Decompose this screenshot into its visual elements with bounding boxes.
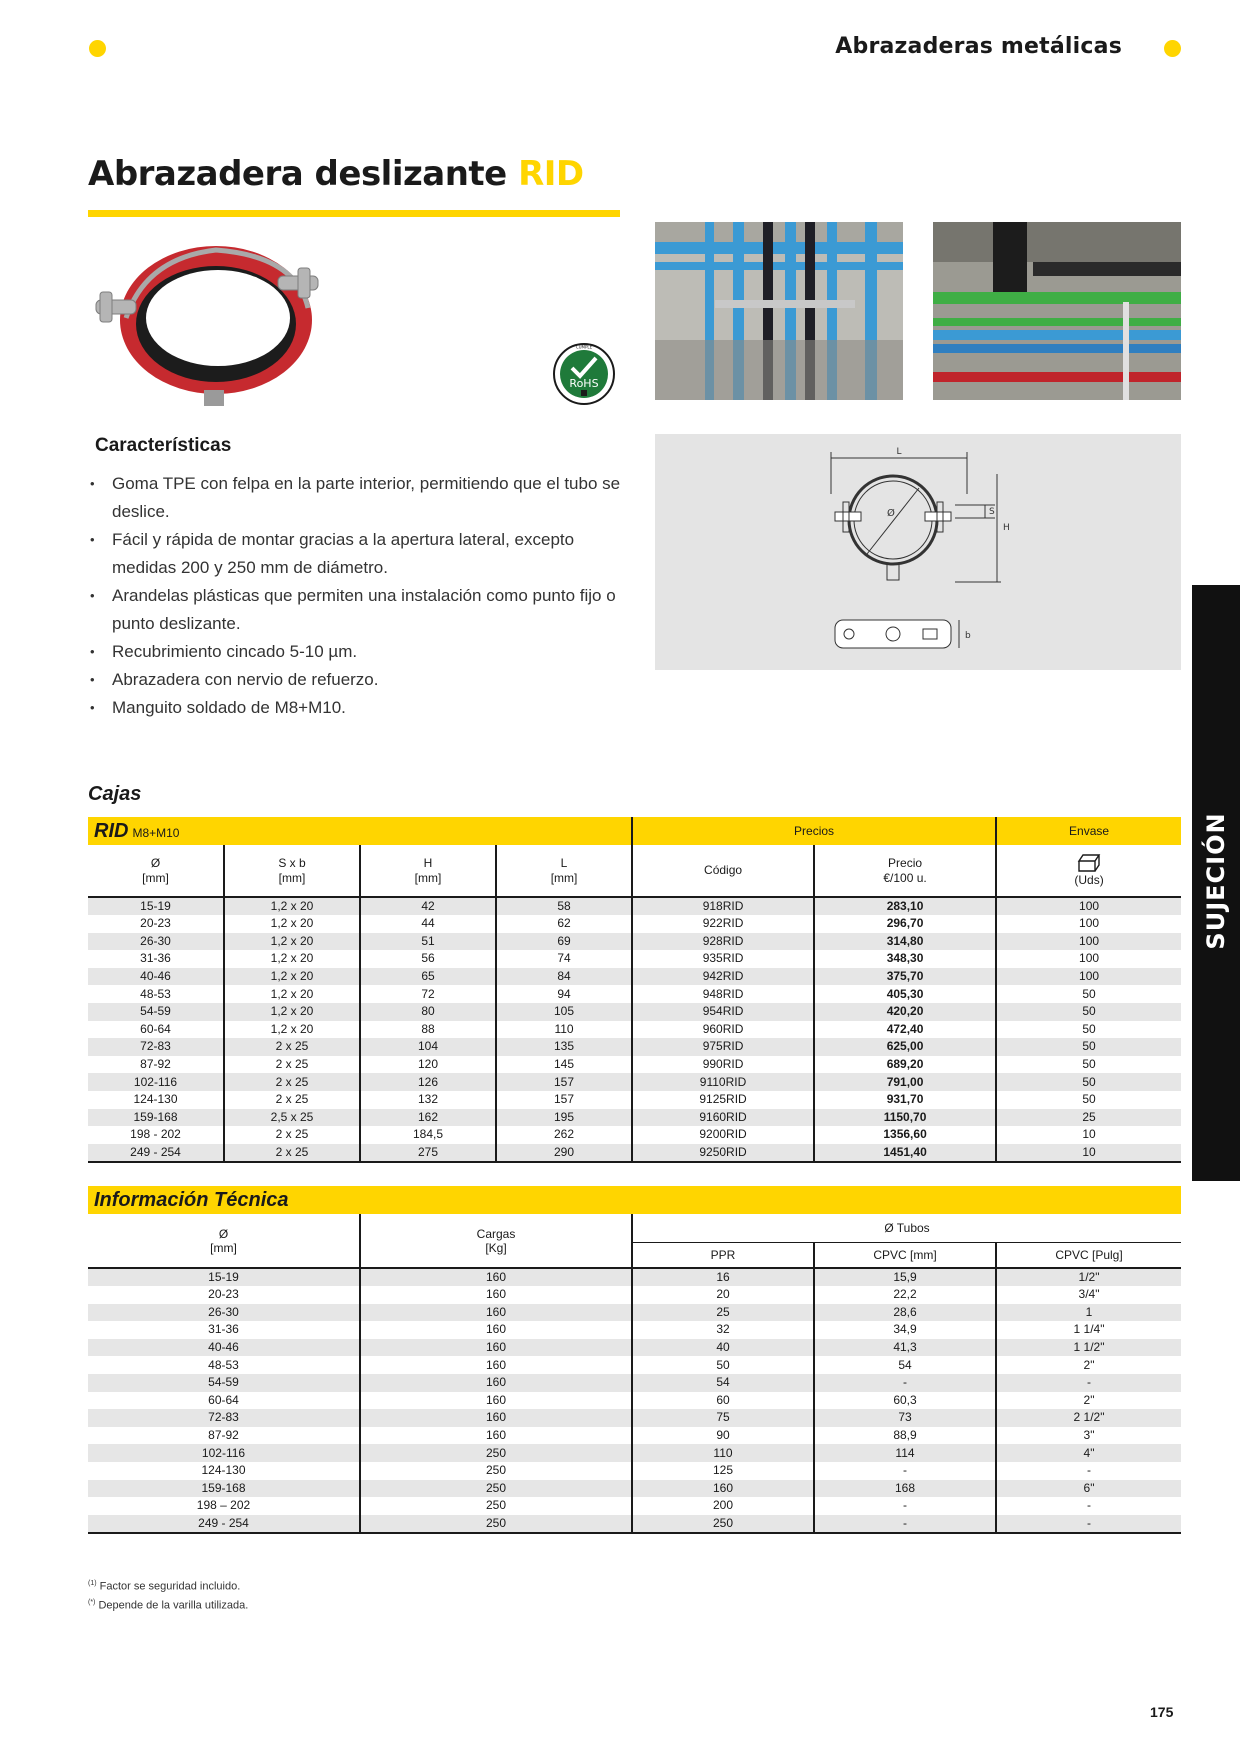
table-cell: 9200RID xyxy=(632,1126,814,1144)
side-section-tab-label: SUJECIÓN xyxy=(1202,812,1230,950)
table-cell: 73 xyxy=(814,1409,996,1427)
table-cell: 102-116 xyxy=(88,1073,224,1091)
footnote-1: $^{(1)}$ Factor se seguridad incluido. xyxy=(88,1580,241,1593)
feature-item: • Manguito soldado de M8+M10. xyxy=(88,694,628,722)
table-cell: 2" xyxy=(1083,1357,1095,1372)
table-cell: 69 xyxy=(496,933,632,951)
table-cell: 62 xyxy=(496,915,632,933)
table-cell: 9160RID xyxy=(632,1109,814,1127)
side-section-tab xyxy=(1192,585,1240,1181)
table-cell: 16 xyxy=(632,1268,814,1286)
table-cell: 41,3 xyxy=(814,1339,996,1357)
table-cell: 420,20 xyxy=(814,1003,996,1021)
page-title-accent: RID xyxy=(518,154,584,194)
table-cell: 262 xyxy=(496,1126,632,1144)
table-cell: 290 xyxy=(496,1144,632,1162)
table-row xyxy=(88,1056,1181,1074)
table-cell: 160 xyxy=(360,1409,632,1427)
technical-drawing xyxy=(655,434,1181,670)
cajas-rows xyxy=(88,897,1181,1162)
section-header-title: Abrazaderas metálicas xyxy=(835,34,1122,59)
table-cell: 2 x 25 xyxy=(224,1056,360,1074)
table-row xyxy=(88,1356,1181,1374)
cajas-product-cell xyxy=(88,817,632,845)
table-cell: 110 xyxy=(632,1444,814,1462)
table-cell: 25 xyxy=(996,1109,1181,1127)
table-cell: 160 xyxy=(360,1268,632,1286)
table-row xyxy=(88,1304,1181,1322)
table-cell: 2 x 25 xyxy=(224,1126,360,1144)
rohs-badge xyxy=(552,342,616,406)
table-cell: 132 xyxy=(360,1091,496,1109)
table-cell: - xyxy=(1087,1498,1092,1513)
table-cell: 50 xyxy=(1082,1057,1096,1072)
page-title xyxy=(88,154,584,194)
table-cell: 4" xyxy=(996,1444,1181,1462)
table-cell: 249 - 254 xyxy=(88,1144,224,1162)
table-cell: 100 xyxy=(996,968,1181,986)
table-cell: 990RID xyxy=(632,1056,814,1074)
group-precios: Precios xyxy=(632,817,996,845)
table-cell: 1,2 x 20 xyxy=(224,933,360,951)
table-cell: 2,5 x 25 xyxy=(224,1109,360,1127)
table-cell: 40 xyxy=(632,1339,814,1357)
table-row xyxy=(88,1073,1181,1091)
table-cell: 348,30 xyxy=(814,950,996,968)
table-cell: 375,70 xyxy=(814,968,996,986)
table-row xyxy=(88,1126,1181,1144)
table-cell: 135 xyxy=(496,1038,632,1056)
table-cell: 1 1/2" xyxy=(996,1339,1181,1357)
col-header-h: H [mm] xyxy=(360,845,496,897)
table-cell: 124-130 xyxy=(88,1091,224,1109)
header-dot-right xyxy=(1164,40,1181,57)
table-cell: 1/2" xyxy=(996,1268,1181,1286)
feature-item: • Arandelas plásticas que permiten una instalación como punto fijo o punto deslizante. xyxy=(88,582,628,638)
info-col-header-ppr: PPR xyxy=(632,1242,814,1268)
table-cell: 105 xyxy=(496,1003,632,1021)
table-cell: 2" xyxy=(1083,1392,1095,1407)
table-cell: 40-46 xyxy=(88,1339,360,1357)
table-cell: 1,2 x 20 xyxy=(224,1003,360,1021)
table-cell: 50 xyxy=(632,1356,814,1374)
table-cell: 31-36 xyxy=(88,1321,360,1339)
table-cell: 160 xyxy=(360,1356,632,1374)
info-heading-cell xyxy=(88,1186,1181,1214)
table-cell: 65 xyxy=(360,968,496,986)
table-cell: 250 xyxy=(360,1515,632,1533)
table-cell: 2 1/2" xyxy=(996,1409,1181,1427)
table-cell: - xyxy=(814,1515,996,1533)
table-cell: 58 xyxy=(496,897,632,915)
table-cell: 48-53 xyxy=(88,1356,360,1374)
table-row xyxy=(88,1374,1181,1392)
table-cell: 162 xyxy=(360,1109,496,1127)
table-cell: 51 xyxy=(360,933,496,951)
table-cell: 50 xyxy=(1082,986,1096,1001)
table-cell: 3/4" xyxy=(1078,1287,1100,1302)
table-cell: 87-92 xyxy=(88,1056,224,1074)
table-cell: 159-168 xyxy=(88,1109,224,1127)
table-cell: 195 xyxy=(496,1109,632,1127)
table-cell: 125 xyxy=(632,1462,814,1480)
table-row xyxy=(88,1286,1181,1304)
table-cell: 9125RID xyxy=(632,1091,814,1109)
col-header-precio: Precio €/100 u. xyxy=(814,845,996,897)
table-cell: 791,00 xyxy=(814,1073,996,1091)
table-cell: - xyxy=(1087,1463,1092,1478)
table-cell: 6" xyxy=(996,1480,1181,1498)
table-cell: 72-83 xyxy=(88,1409,360,1427)
table-cell: 26-30 xyxy=(88,1304,360,1322)
table-cell: 1,2 x 20 xyxy=(224,1021,360,1039)
table-cell: 28,6 xyxy=(814,1304,996,1322)
table-cell: 90 xyxy=(632,1427,814,1445)
page-title-main: Abrazadera deslizante xyxy=(88,154,507,194)
table-cell: 110 xyxy=(496,1021,632,1039)
footnote-2: (*) Depende de la varilla utilizada. xyxy=(88,1598,249,1612)
table-cell: 31-36 xyxy=(88,950,224,968)
table-cell: 32 xyxy=(632,1321,814,1339)
table-row xyxy=(88,1427,1181,1445)
table-cell: 124-130 xyxy=(88,1462,360,1480)
table-cell: 1150,70 xyxy=(814,1109,996,1127)
table-cell: 44 xyxy=(360,915,496,933)
table-cell: 54-59 xyxy=(88,1374,360,1392)
table-cell: 40-46 xyxy=(88,968,224,986)
table-cell: 2 x 25 xyxy=(224,1038,360,1056)
table-cell: 975RID xyxy=(632,1038,814,1056)
table-row xyxy=(88,897,1181,915)
table-cell: 60,3 xyxy=(814,1392,996,1410)
table-cell: 120 xyxy=(360,1056,496,1074)
info-col-header-cpvc-pulg: CPVC [Pulg] xyxy=(996,1242,1181,1268)
feature-item: • Recubrimiento cincado 5-10 µm. xyxy=(88,638,628,666)
table-cell: 249 - 254 xyxy=(88,1515,360,1533)
dim-label-diameter: Ø xyxy=(887,508,895,519)
info-rows xyxy=(88,1268,1181,1533)
info-col-header-cpvc-mm: CPVC [mm] xyxy=(814,1242,996,1268)
table-cell: 80 xyxy=(360,1003,496,1021)
table-cell: 87-92 xyxy=(88,1427,360,1445)
table-cell: 60 xyxy=(632,1392,814,1410)
dim-label-l: L xyxy=(896,447,902,457)
table-cell: 54 xyxy=(814,1356,996,1374)
table-cell: 22,2 xyxy=(814,1286,996,1304)
product-thread: M8+M10 xyxy=(132,825,180,840)
dim-label-s: S xyxy=(989,507,995,517)
table-cell: 160 xyxy=(360,1392,632,1410)
info-col-header-tubos: Ø Tubos xyxy=(884,1220,930,1235)
table-row xyxy=(88,1021,1181,1039)
table-cell: 42 xyxy=(360,897,496,915)
table-row xyxy=(88,1003,1181,1021)
table-cell: 15-19 xyxy=(88,897,224,915)
table-cell: 954RID xyxy=(632,1003,814,1021)
table-cell: 160 xyxy=(360,1286,632,1304)
table-row xyxy=(88,1409,1181,1427)
table-cell: 100 xyxy=(1079,916,1100,931)
table-cell: 25 xyxy=(632,1304,814,1322)
table-cell: 157 xyxy=(496,1073,632,1091)
table-cell: 102-116 xyxy=(88,1444,360,1462)
header-dot-left xyxy=(89,40,106,57)
table-cell: 250 xyxy=(360,1444,632,1462)
table-cell: 922RID xyxy=(632,915,814,933)
table-cell: 75 xyxy=(632,1409,814,1427)
table-cell: 50 xyxy=(1082,1092,1096,1107)
table-row xyxy=(88,1339,1181,1357)
table-cell: 88,9 xyxy=(814,1427,996,1445)
table-cell: 54-59 xyxy=(88,1003,224,1021)
table-cell: 1,2 x 20 xyxy=(224,950,360,968)
table-cell: 20 xyxy=(632,1286,814,1304)
title-underline xyxy=(88,210,620,217)
table-row xyxy=(88,950,1181,968)
table-row xyxy=(88,1268,1181,1286)
table-row xyxy=(88,1038,1181,1056)
table-cell: 94 xyxy=(496,985,632,1003)
table-cell: 1 1/4" xyxy=(1073,1322,1105,1337)
feature-item: • Abrazadera con nervio de refuerzo. xyxy=(88,666,628,694)
col-header-codigo: Código xyxy=(632,845,814,897)
info-heading: Información Técnica xyxy=(94,1188,289,1211)
table-cell: 15,9 xyxy=(814,1268,996,1286)
table-cell: 168 xyxy=(814,1480,996,1498)
table-cell: 1,2 x 20 xyxy=(224,985,360,1003)
col-header-diameter: Ø [mm] xyxy=(88,845,224,897)
table-row xyxy=(88,1444,1181,1462)
col-header-sxb: S x b [mm] xyxy=(224,845,360,897)
footnotes xyxy=(88,1576,248,1613)
table-cell: 74 xyxy=(496,950,632,968)
table-cell: 50 xyxy=(996,1073,1181,1091)
table-cell: 250 xyxy=(360,1462,632,1480)
table-cell: 931,70 xyxy=(814,1091,996,1109)
table-cell: 2 x 25 xyxy=(224,1073,360,1091)
table-cell: 198 - 202 xyxy=(88,1126,224,1144)
info-band xyxy=(88,1186,1181,1214)
table-row xyxy=(88,915,1181,933)
table-cell: 56 xyxy=(360,950,496,968)
table-cell: 283,10 xyxy=(814,897,996,915)
rohs-badge-text: RoHS xyxy=(569,377,599,390)
table-cell: 100 xyxy=(1079,951,1100,966)
table-cell: 84 xyxy=(496,968,632,986)
table-cell: 60-64 xyxy=(88,1021,224,1039)
table-cell: 26-30 xyxy=(88,933,224,951)
table-cell: 160 xyxy=(360,1427,632,1445)
table-cell: 20-23 xyxy=(88,915,224,933)
cajas-band xyxy=(88,817,1181,845)
table-row xyxy=(88,968,1181,986)
product-code: RID xyxy=(94,819,129,842)
table-cell: 1,2 x 20 xyxy=(224,897,360,915)
table-cell: 314,80 xyxy=(814,933,996,951)
info-header-row-1 xyxy=(88,1214,1181,1242)
dim-label-b: b xyxy=(965,631,971,641)
cajas-header-row xyxy=(88,845,1181,897)
table-row xyxy=(88,1497,1181,1515)
table-cell: 472,40 xyxy=(814,1021,996,1039)
table-cell: 157 xyxy=(496,1091,632,1109)
table-cell: 114 xyxy=(814,1444,996,1462)
table-cell: - xyxy=(996,1515,1181,1533)
table-cell: 48-53 xyxy=(88,985,224,1003)
table-cell: 1,2 x 20 xyxy=(224,915,360,933)
table-cell: 942RID xyxy=(632,968,814,986)
table-cell: 250 xyxy=(632,1515,814,1533)
table-cell: 10 xyxy=(996,1144,1181,1162)
info-col-header-diameter: Ø [mm] xyxy=(88,1214,360,1268)
table-cell: 1,2 x 20 xyxy=(224,968,360,986)
table-cell: 2 x 25 xyxy=(224,1144,360,1162)
table-cell: 935RID xyxy=(632,950,814,968)
info-col-header-cargas: Cargas [Kg] xyxy=(360,1214,632,1268)
table-cell: 20-23 xyxy=(88,1286,360,1304)
table-row xyxy=(88,1144,1181,1162)
table-cell: 160 xyxy=(360,1339,632,1357)
col-header-uds: (Uds) xyxy=(996,845,1181,897)
table-row xyxy=(88,933,1181,951)
table-cell: 126 xyxy=(360,1073,496,1091)
rohs-badge-top-text: CUMPLE xyxy=(575,344,593,350)
table-row xyxy=(88,1321,1181,1339)
table-cell: 100 xyxy=(996,933,1181,951)
table-cell: 296,70 xyxy=(814,915,996,933)
table-cell: 34,9 xyxy=(814,1321,996,1339)
table-cell: 50 xyxy=(1082,1021,1096,1036)
table-cell: 1356,60 xyxy=(814,1126,996,1144)
table-cell: 3" xyxy=(1083,1428,1095,1443)
features-list xyxy=(88,470,628,722)
installation-photo-blue-pipes xyxy=(655,222,903,400)
table-cell: 160 xyxy=(360,1321,632,1339)
table-cell: 948RID xyxy=(632,985,814,1003)
table-cell: 1451,40 xyxy=(814,1144,996,1162)
table-cell: 15-19 xyxy=(88,1268,360,1286)
table-cell: 960RID xyxy=(632,1021,814,1039)
table-cell: 184,5 xyxy=(360,1126,496,1144)
table-cell: 275 xyxy=(360,1144,496,1162)
feature-item: • Fácil y rápida de montar gracias a la apertura lateral, excepto medidas 200 y 250 mm de diámetro. xyxy=(88,526,628,582)
table-cell: 9250RID xyxy=(632,1144,814,1162)
table-cell: 405,30 xyxy=(814,985,996,1003)
table-cell: 689,20 xyxy=(814,1056,996,1074)
table-cell: 250 xyxy=(360,1480,632,1498)
table-cell: 625,00 xyxy=(814,1038,996,1056)
table-cell: 100 xyxy=(996,897,1181,915)
table-cell: 72 xyxy=(360,985,496,1003)
table-cell: 88 xyxy=(360,1021,496,1039)
table-cell: 160 xyxy=(360,1304,632,1322)
table-cell: 160 xyxy=(632,1480,814,1498)
table-cell: 2 x 25 xyxy=(224,1091,360,1109)
table-row xyxy=(88,1109,1181,1127)
table-cell: 50 xyxy=(996,1003,1181,1021)
table-cell: 60-64 xyxy=(88,1392,360,1410)
table-cell: 918RID xyxy=(632,897,814,915)
table-cell: 198 – 202 xyxy=(88,1497,360,1515)
table-cell: - xyxy=(814,1462,996,1480)
table-cell: 200 xyxy=(632,1497,814,1515)
cajas-table xyxy=(88,817,1181,1163)
table-cell: 1 xyxy=(996,1304,1181,1322)
table-row xyxy=(88,1515,1181,1533)
cajas-heading: Cajas xyxy=(88,783,142,805)
table-cell: 104 xyxy=(360,1038,496,1056)
col-header-l: L [mm] xyxy=(496,845,632,897)
table-row xyxy=(88,985,1181,1003)
table-cell: 928RID xyxy=(632,933,814,951)
table-cell: - xyxy=(814,1497,996,1515)
group-envase: Envase xyxy=(996,817,1181,845)
table-row xyxy=(88,1462,1181,1480)
table-cell: - xyxy=(814,1374,996,1392)
table-cell: 160 xyxy=(360,1374,632,1392)
table-cell: 54 xyxy=(632,1374,814,1392)
feature-item: • Goma TPE con felpa en la parte interior, permitiendo que el tubo se deslice. xyxy=(88,470,628,526)
table-cell: 159-168 xyxy=(88,1480,360,1498)
table-row xyxy=(88,1480,1181,1498)
table-cell: - xyxy=(996,1374,1181,1392)
features-heading: Características xyxy=(95,435,232,456)
table-cell: 9110RID xyxy=(632,1073,814,1091)
table-cell: 10 xyxy=(1082,1127,1096,1142)
table-cell: 145 xyxy=(496,1056,632,1074)
table-row xyxy=(88,1392,1181,1410)
dim-label-h: H xyxy=(1003,523,1010,533)
table-row xyxy=(88,1091,1181,1109)
installation-photo-ceiling-pipes xyxy=(933,222,1181,400)
info-table xyxy=(88,1186,1181,1534)
product-image-clamp xyxy=(86,238,326,408)
page-number: 175 xyxy=(1150,1704,1174,1720)
table-cell: 72-83 xyxy=(88,1038,224,1056)
table-cell: 250 xyxy=(360,1497,632,1515)
box-icon xyxy=(1076,853,1102,873)
table-cell: 50 xyxy=(996,1038,1181,1056)
